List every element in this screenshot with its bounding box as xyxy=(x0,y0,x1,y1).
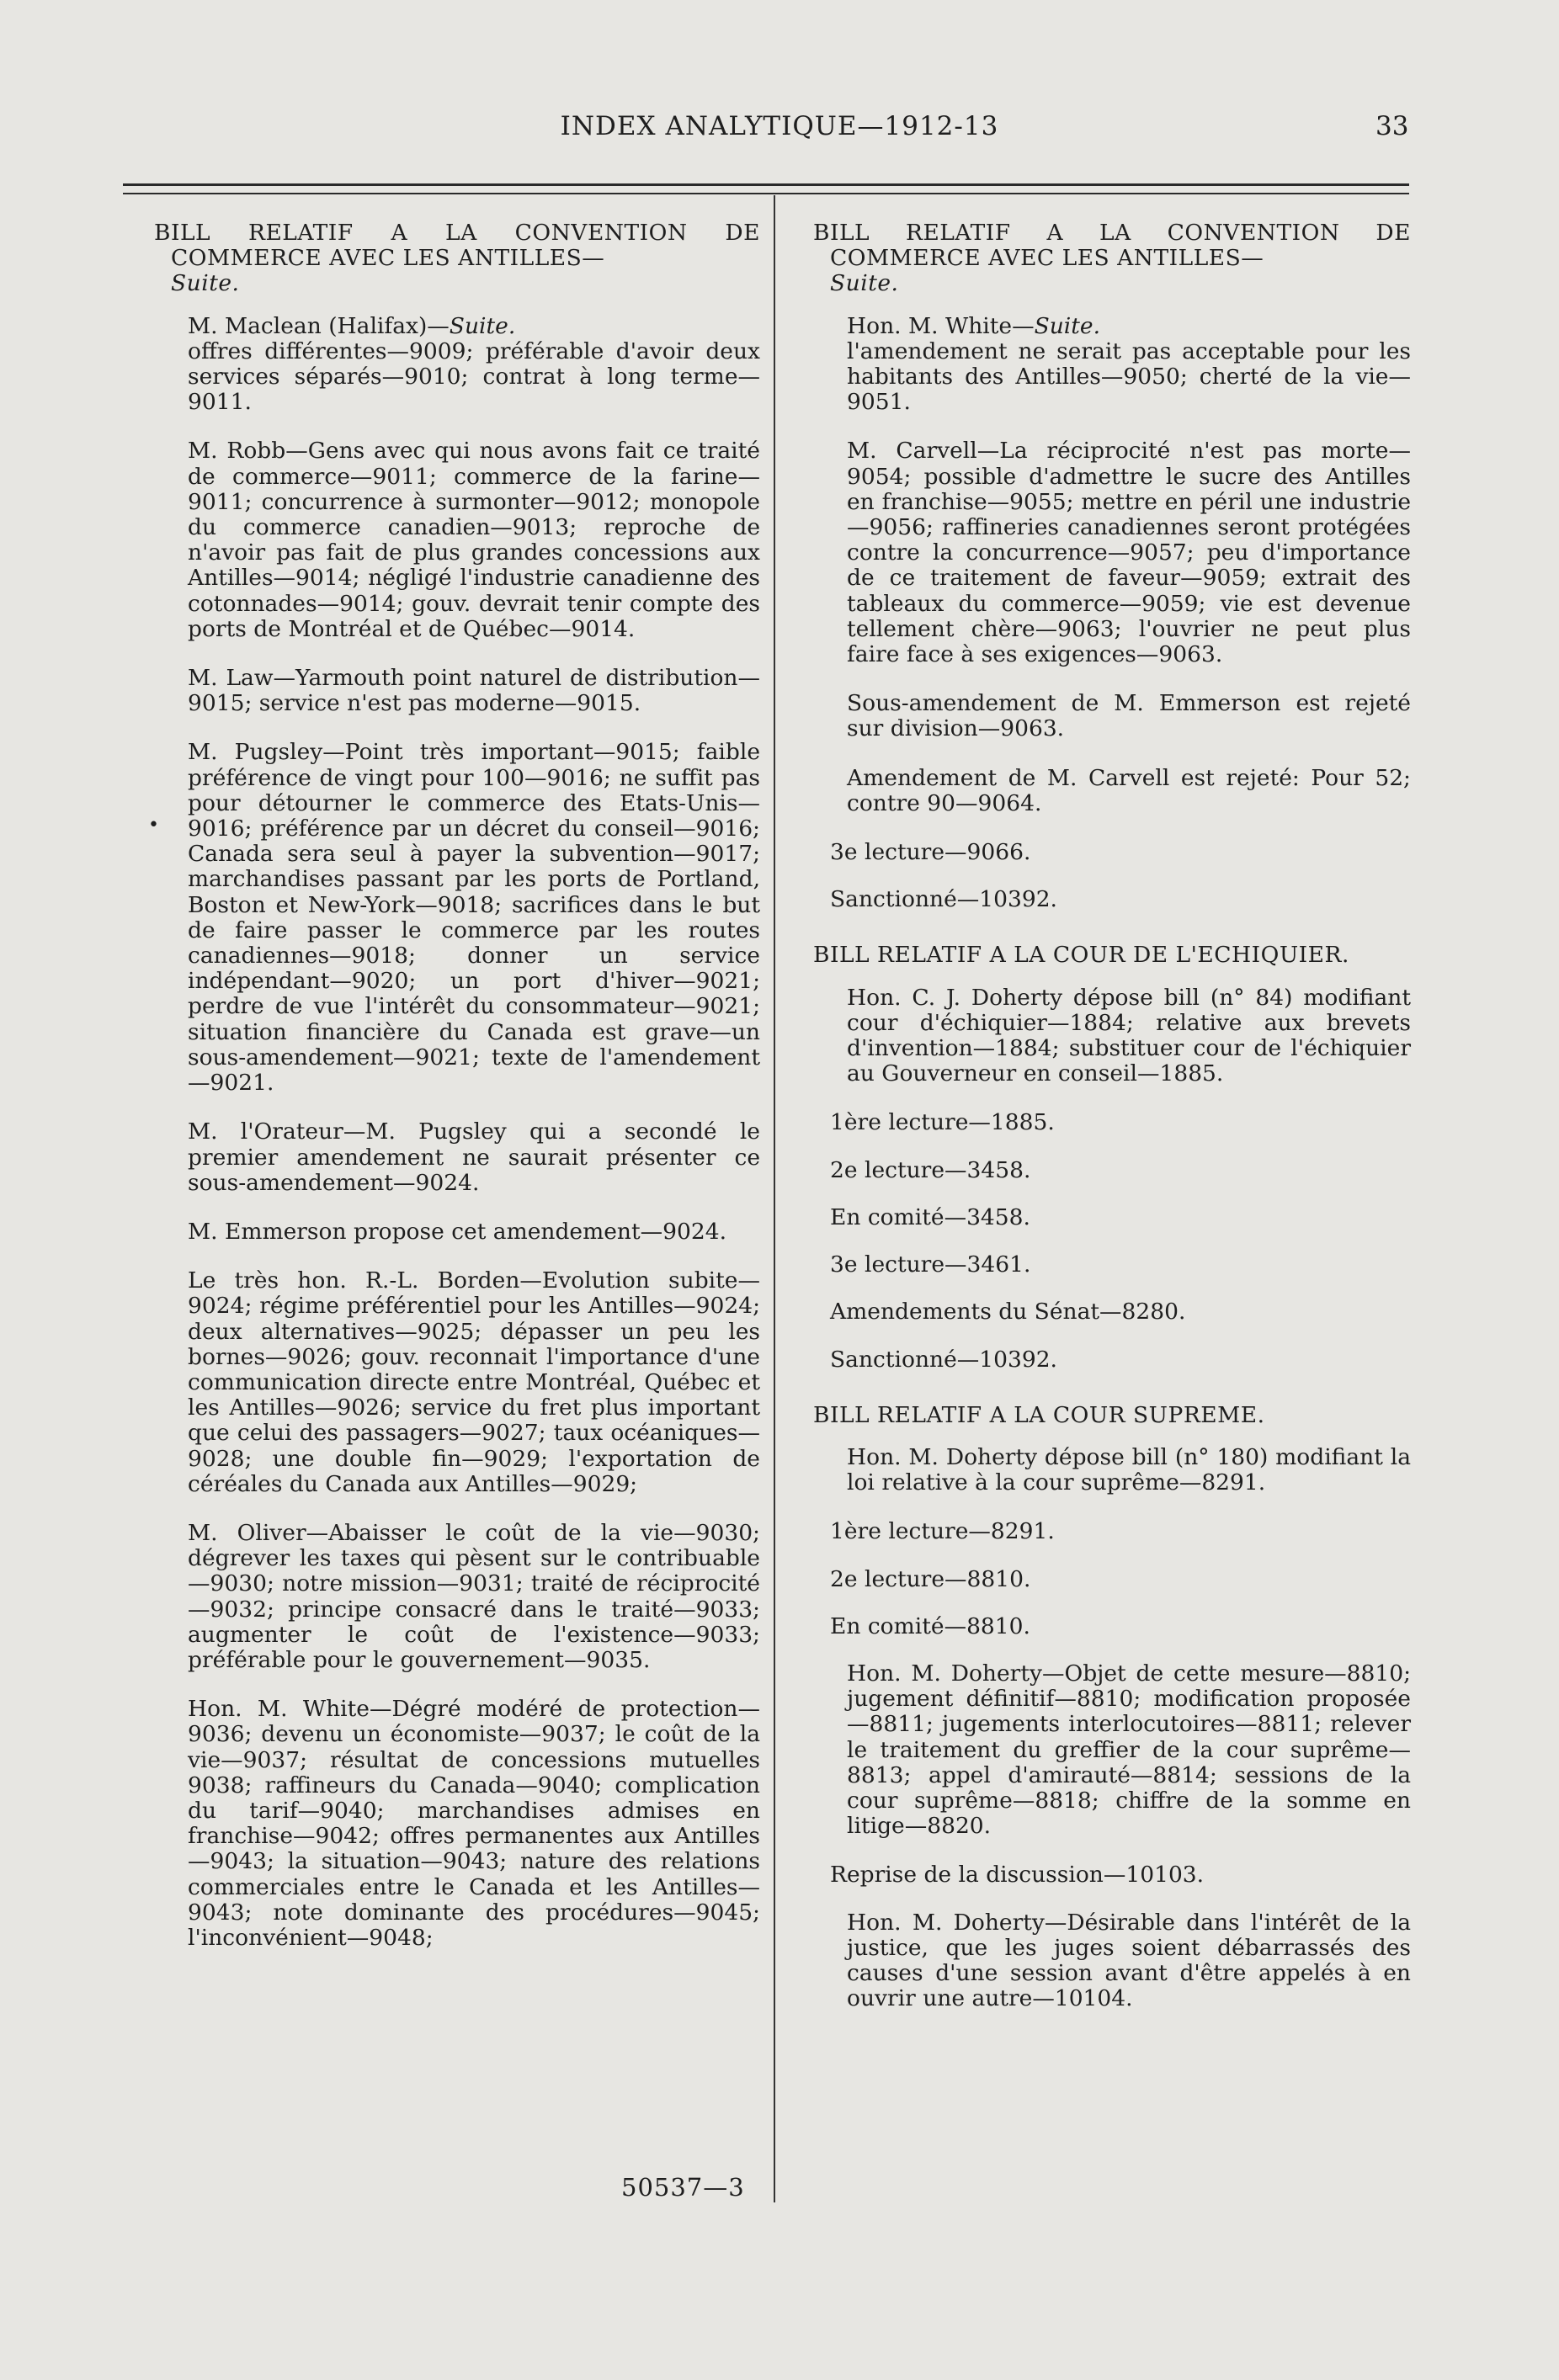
index-entry xyxy=(154,1219,760,1245)
footer-signature: 50537—3 xyxy=(621,2173,745,2202)
heading-text: BILL RELATIF A LA CONVENTION DE COMMERCE AVEC LES ANTILLES— xyxy=(813,220,1411,272)
speaker: Hon. M. White— xyxy=(847,312,1035,339)
index-entry xyxy=(154,314,760,416)
column-divider xyxy=(774,195,775,2202)
index-entry: Hon. M. Doherty dépose bill (n° 180) modifiant la loi relative à la cour suprême—8291. xyxy=(847,1443,1411,1496)
entry-text: offres différentes—9009; préférable d'avoir deux services séparés—9010; contrat à long terme—9011. xyxy=(188,337,760,416)
index-line: En comité—8810. xyxy=(830,1612,1030,1639)
section-heading: BILL RELATIF A LA COUR DE L'ECHIQUIER. xyxy=(813,942,1349,969)
entry-text: Point très important—9015; faible préférence de vingt pour 100—9016; ne suffit pas pour détourner le commerce des Etats-Unis—9016; préférence par un décret du conseil—9016; Canada sera seul à payer la subvention—9017; marchandises passant par les ports de Portland, Boston et New-York—9018; sacrifices dans le but de faire passer le commerce par les routes canadiennes—9018; donner un service indépendant—9020; un port d'hiver—9021; perdre de vue l'intérêt du consommateur—9021; situation financière du Canada est grave—un sous-amendement—9021; texte de l'amendement—9021. xyxy=(188,739,761,1097)
right-column xyxy=(813,220,1411,2035)
index-entry xyxy=(154,1697,760,1951)
index-line: 3e lecture—3461. xyxy=(830,1251,1031,1278)
speaker: M. Emmerson xyxy=(188,1218,354,1245)
entry-text: Gens avec qui nous avons fait ce traité de commerce—9011; commerce de la farine—9011; concurrence à surmonter—9012; monopole du commerce canadien—9013; reproche de n'avoir pas fait de plus grandes concessions aux Antilles—9014; négligé l'industrie canadienne des cotonnades—9014; gouv. devrait tenir compte des ports de Montréal et de Québec—9014. xyxy=(188,438,760,642)
index-line: En comité—3458. xyxy=(830,1203,1030,1230)
index-entry xyxy=(813,438,1411,667)
header-rule-top xyxy=(123,183,1409,186)
entry-text: La réciprocité n'est pas morte—9054; possible d'admettre le sucre des Antilles en franchise—9055; mettre en péril une industrie—9056; raffineries canadiennes seront protégées contre la concurrence—9057; peu d'importance de ce traitement de faveur—9059; extrait des tableaux du commerce—9059; vie est devenue tellement chère—9063; l'ouvrier ne peut plus faire face à ses exigences—9063. xyxy=(847,438,1411,668)
index-line: Sanctionné—10392. xyxy=(830,886,1057,913)
speaker: M. Oliver— xyxy=(188,1519,329,1546)
index-line: Sous-amendement de M. Emmerson est rejeté sur division—9063. xyxy=(847,690,1411,742)
running-header xyxy=(0,111,1559,153)
index-entry xyxy=(154,1521,760,1673)
index-entry xyxy=(154,666,760,716)
index-entry xyxy=(154,438,760,642)
entry-text: propose cet amendement—9024. xyxy=(353,1218,727,1245)
entry-text: Evolution subite—9024; régime préférentiel pour les Antilles—9024; deux alternatives—9025; dépasser un peu les bornes—9026; gouv. reconnait l'importance d'une communication directe entre Montréal, Québec et les Antilles—9026; service du fret plus important que celui des passagers—9027; taux océaniques—9028; une double fin—9029; l'exportation de céréales du Canada aux Antilles—9029; xyxy=(188,1267,760,1497)
index-entry xyxy=(154,1119,760,1196)
left-column xyxy=(154,220,760,1974)
index-entry xyxy=(813,314,1411,416)
index-entry: Hon. M. Doherty—Objet de cette mesure—8810; jugement définitif—8810; modification proposée—8811; jugements interlocutoires—8811; relever le traitement du greffier de la cour suprême—8813; appel d'amirauté—8814; sessions de la cour suprême—8818; chiffre de la somme en litige—8820. xyxy=(847,1660,1411,1840)
index-line: Reprise de la discussion—10103. xyxy=(830,1862,1205,1889)
heading-suite: Suite. xyxy=(830,270,899,297)
section-heading xyxy=(154,220,760,297)
speaker: M. Robb— xyxy=(188,438,308,465)
header-rule-bottom xyxy=(123,193,1409,194)
speaker: M. Carvell— xyxy=(847,438,1000,465)
entry-text: M. Pugsley qui a secondé le premier amendement ne saurait présenter ce sous-amendement—9024. xyxy=(188,1118,760,1196)
index-line: Amendements du Sénat—8280. xyxy=(830,1299,1186,1325)
speaker: M. l'Orateur— xyxy=(188,1118,366,1145)
index-entry xyxy=(154,1268,760,1497)
speaker: Le très hon. R.-L. Borden— xyxy=(188,1267,542,1294)
index-entry: Hon. M. Doherty—Désirable dans l'intérêt de la justice, que les juges soient débarrassés des causes d'une session avant d'être appelés à en ouvrir une autre—10104. xyxy=(847,1909,1411,2012)
speaker: M. Maclean (Halifax)— xyxy=(188,312,450,339)
speaker: M. Pugsley— xyxy=(188,739,345,766)
entry-text: l'amendement ne serait pas acceptable pour les habitants des Antilles—9050; cherté de la vie—9051. xyxy=(847,337,1411,416)
speaker: Hon. M. White— xyxy=(188,1696,392,1723)
page-number: 33 xyxy=(1375,111,1409,141)
index-line: 1ère lecture—8291. xyxy=(830,1518,1055,1545)
section-heading xyxy=(813,220,1411,297)
entry-text: Yarmouth point naturel de distribution—9015; service n'est pas moderne—9015. xyxy=(188,665,761,717)
margin-bullet: • xyxy=(148,815,159,836)
index-entry xyxy=(154,740,760,1096)
index-line: 2e lecture—8810. xyxy=(830,1565,1031,1592)
page-title: INDEX ANALYTIQUE—1912-13 xyxy=(560,111,999,141)
suite-label: Suite. xyxy=(1034,312,1101,339)
heading-text: BILL RELATIF A LA CONVENTION DE COMMERCE AVEC LES ANTILLES— xyxy=(154,220,760,272)
speaker: M. Law— xyxy=(188,665,296,692)
section-heading: BILL RELATIF A LA COUR SUPREME. xyxy=(813,1401,1265,1428)
heading-suite: Suite. xyxy=(171,270,240,297)
suite-label: Suite. xyxy=(449,312,516,339)
entry-text: Dégré modéré de protection—9036; devenu un économiste—9037; le coût de la vie—9037; résultat de concessions mutuelles 9038; raffineurs du Canada—9040; complication du tarif—9040; marchandises admises en franchise—9042; offres permanentes aux Antilles—9043; la situation—9043; nature des relations commerciales entre le Canada et les Antilles—9043; note dominante des procédures—9045; l'inconvénient—9048; xyxy=(188,1696,760,1951)
index-line: 3e lecture—9066. xyxy=(830,839,1031,866)
index-line: Amendement de M. Carvell est rejeté: Pour 52; contre 90—9064. xyxy=(847,764,1411,816)
index-line: 2e lecture—3458. xyxy=(830,1156,1031,1183)
index-entry: Hon. C. J. Doherty dépose bill (n° 84) modifiant cour d'échiquier—1884; relative aux brevets d'invention—1884; substituer cour de l'échiquier au Gouverneur en conseil—1885. xyxy=(847,984,1411,1087)
index-line: 1ère lecture—1885. xyxy=(830,1109,1055,1136)
index-line: Sanctionné—10392. xyxy=(830,1346,1057,1373)
entry-text: Abaisser le coût de la vie—9030; dégrever les taxes qui pèsent sur le contribuable—9030; notre mission—9031; traité de réciprocité—9032; principe consacré dans le traité—9033; augmenter le coût de l'existence—9033; préférable pour le gouvernement—9035. xyxy=(188,1519,760,1673)
